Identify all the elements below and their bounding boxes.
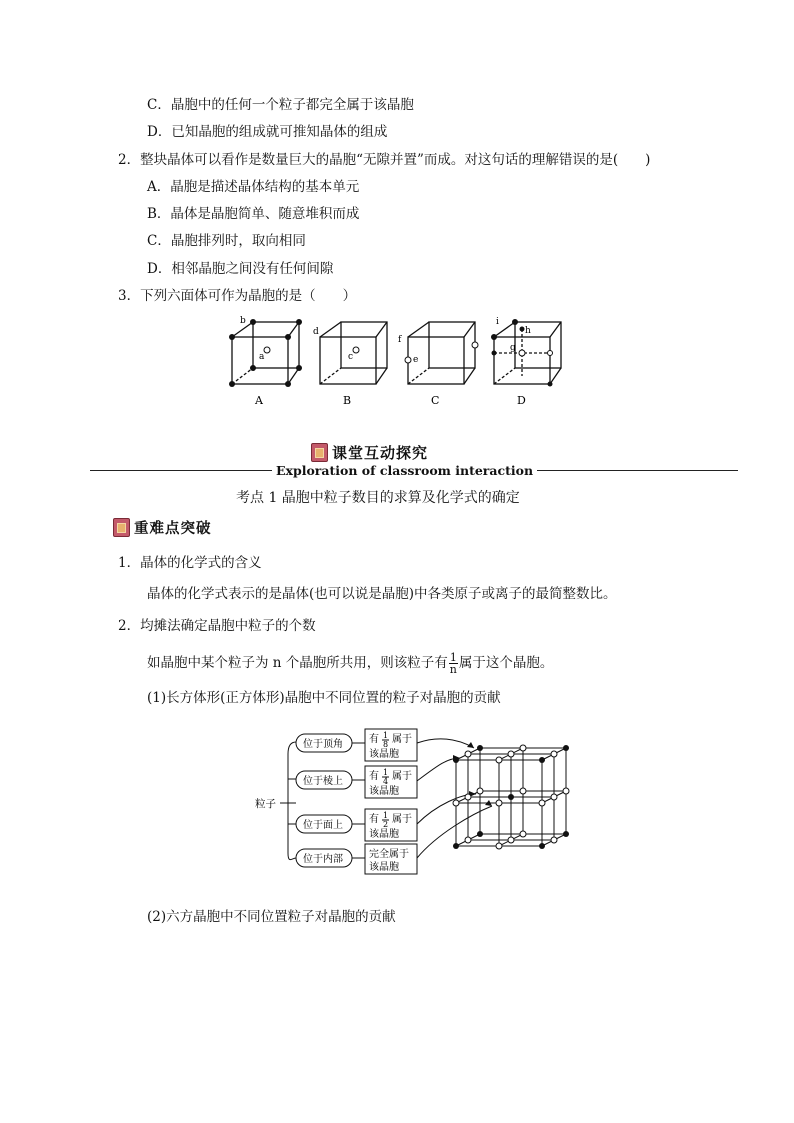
share-edge-post: 属于 bbox=[392, 771, 412, 782]
cube-label-c: C bbox=[431, 394, 440, 407]
key-points-title bbox=[113, 517, 212, 538]
share-face-pre: 有 bbox=[369, 814, 379, 825]
share-face-line2: 该晶胞 bbox=[369, 829, 399, 840]
position-edge: 位于棱上 bbox=[303, 776, 343, 787]
share-face-den: 2 bbox=[383, 820, 389, 829]
q2-option-b: B．晶体是晶胞简单、随意堆积而成 bbox=[147, 206, 360, 222]
p2-heading: 2．均摊法确定晶胞中粒子的个数 bbox=[118, 618, 316, 634]
q2-stem: 2．整块晶体可以看作是数量巨大的晶胞“无隙并置”而成。对这句话的理解错误的是( ) bbox=[118, 152, 651, 168]
point-label-b: b bbox=[240, 316, 246, 326]
point-label-c: c bbox=[348, 352, 354, 362]
share-edge-num: 1 bbox=[383, 768, 389, 777]
fraction-denominator: n bbox=[449, 663, 457, 676]
share-vertex-line2: 该晶胞 bbox=[369, 749, 399, 760]
share-interior-pre: 完全属于 bbox=[369, 849, 409, 860]
share-vertex-pre: 有 bbox=[369, 734, 379, 745]
cube-label-d: D bbox=[517, 394, 526, 407]
position-face: 位于面上 bbox=[303, 820, 343, 831]
fraction-numerator: 1 bbox=[449, 651, 457, 664]
diagram-root-label: 粒子 bbox=[255, 798, 276, 810]
p2-sub2: (2)六方晶胞中不同位置粒子对晶胞的贡献 bbox=[147, 909, 396, 925]
point-label-h: h bbox=[525, 326, 531, 336]
position-interior: 位于内部 bbox=[303, 854, 343, 865]
q2-option-d: D．相邻晶胞之间没有任何间隙 bbox=[147, 261, 334, 277]
book-icon bbox=[113, 518, 130, 537]
share-vertex-post: 属于 bbox=[392, 734, 412, 745]
section-title bbox=[311, 442, 428, 463]
one-over-n-fraction bbox=[449, 652, 458, 675]
position-contribution-diagram bbox=[252, 724, 572, 884]
cube-label-a: A bbox=[255, 394, 263, 407]
share-edge-pre: 有 bbox=[369, 771, 379, 782]
share-face-post: 属于 bbox=[392, 814, 412, 825]
p1-body: 晶体的化学式表示的是晶体(也可以说是晶胞)中各类原子或离子的最简整数比。 bbox=[147, 586, 617, 602]
key-points-title-text: 重难点突破 bbox=[134, 520, 212, 537]
section-title-text: 课堂互动探究 bbox=[332, 444, 429, 462]
q1-option-d: D．已知晶胞的组成就可推知晶体的组成 bbox=[147, 124, 388, 140]
book-icon bbox=[311, 443, 328, 462]
q2-option-a: A．晶胞是描述晶体结构的基本单元 bbox=[147, 179, 360, 195]
point-label-g: g bbox=[510, 343, 516, 353]
share-vertex-den: 8 bbox=[383, 740, 389, 749]
q2-option-c: C．晶胞排列时，取向相同 bbox=[147, 233, 306, 249]
cube-label-b: B bbox=[343, 394, 352, 407]
p2-body-post: 属于这个晶胞。 bbox=[458, 655, 554, 671]
p2-body-pre: 如晶胞中某个粒子为 n 个晶胞所共用，则该粒子有 bbox=[147, 655, 448, 671]
point-label-d: d bbox=[313, 327, 319, 337]
share-vertex-num: 1 bbox=[383, 731, 389, 740]
section-subtitle: Exploration of classroom interaction bbox=[272, 463, 537, 478]
q3-cubes-figure bbox=[222, 312, 582, 412]
share-interior-line2: 该晶胞 bbox=[369, 862, 399, 873]
p2-sub1: (1)长方体形(正方体形)晶胞中不同位置的粒子对晶胞的贡献 bbox=[147, 690, 501, 706]
q1-option-c: C．晶胞中的任何一个粒子都完全属于该晶胞 bbox=[147, 97, 414, 113]
point-label-f: f bbox=[398, 335, 402, 345]
topic-title: 考点 1 晶胞中粒子数目的求算及化学式的确定 bbox=[236, 490, 520, 506]
point-label-e: e bbox=[413, 355, 419, 365]
point-label-a: a bbox=[259, 352, 265, 362]
p2-body bbox=[147, 652, 553, 675]
point-label-i: i bbox=[496, 317, 499, 327]
share-edge-line2: 该晶胞 bbox=[369, 786, 399, 797]
q3-stem: 3．下列六面体可作为晶胞的是（ ） bbox=[118, 288, 357, 304]
p1-heading: 1．晶体的化学式的含义 bbox=[118, 555, 262, 571]
share-edge-den: 4 bbox=[383, 777, 389, 786]
position-vertex: 位于顶角 bbox=[303, 739, 343, 750]
share-face-num: 1 bbox=[383, 811, 389, 820]
